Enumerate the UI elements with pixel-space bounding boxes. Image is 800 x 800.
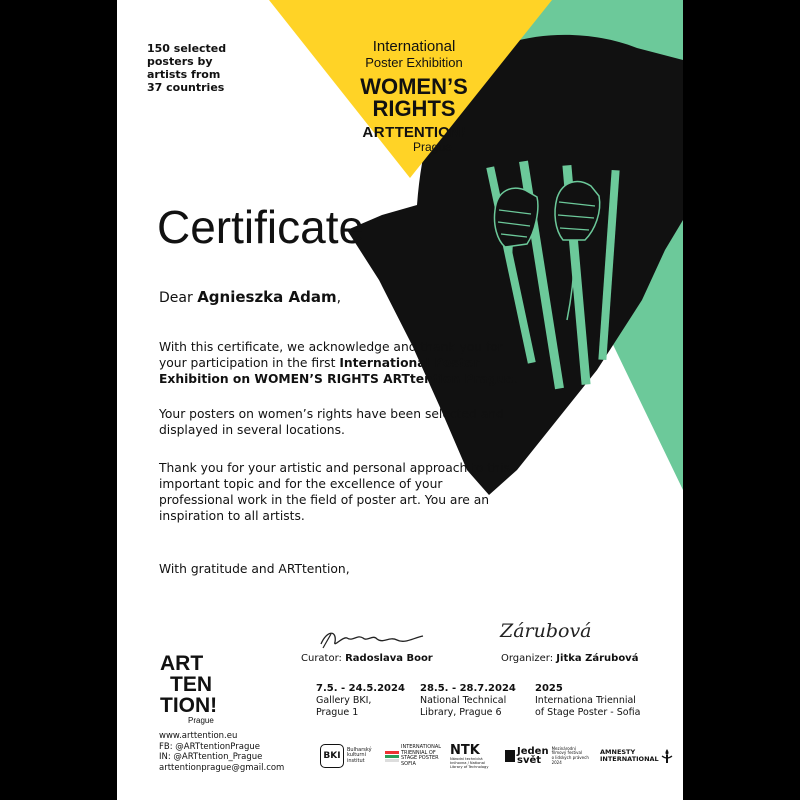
badge-city: Prague xyxy=(413,140,452,154)
event-venue: Library, Prague 6 xyxy=(420,707,502,718)
event-dates: 7.5. - 24.5.2024 xyxy=(316,683,405,694)
intro-text xyxy=(147,42,277,94)
event-venue: Internationa Triennial xyxy=(535,695,636,706)
bki-text-line: institut xyxy=(347,757,365,764)
event-ntk xyxy=(420,683,516,719)
logo-line: TEN xyxy=(170,673,212,696)
logo-line: ART xyxy=(160,652,204,675)
partner-jeden-svet xyxy=(505,741,589,771)
ntk-mark: NTK xyxy=(450,742,480,758)
triennial-text-line: INTERNATIONAL xyxy=(401,744,442,750)
event-venue: National Technical xyxy=(420,695,507,706)
partner-amnesty xyxy=(600,741,673,771)
ntk-text: Národní technická knihovna / National Library of Technology xyxy=(450,756,489,769)
partner-bki xyxy=(320,741,372,771)
bki-mark: BKI xyxy=(320,744,344,768)
triennial-text-line: SOFIA xyxy=(401,760,416,767)
greeting xyxy=(159,288,341,306)
intro-line: artists from xyxy=(147,68,221,81)
badge-line-2: Poster Exhibition xyxy=(365,55,463,70)
event-dates: 2025 xyxy=(535,683,563,694)
badge-logo-art: ART xyxy=(362,124,395,141)
facebook-link[interactable]: FB: @ARTtentionPrague xyxy=(159,741,261,752)
paragraph-1-bold: International Poster Exhibition on WOMEN’S RIGHTS ARTtention Prague xyxy=(159,356,514,386)
badge-logo xyxy=(349,124,479,141)
curator-label: Curator: xyxy=(301,653,342,664)
event-venue: Gallery BKI, xyxy=(316,695,372,706)
certificate-sheet xyxy=(117,0,683,800)
intro-line: posters by xyxy=(147,55,213,68)
triennial-text-line: TRIENNIAL OF xyxy=(401,749,436,756)
jeden-svet-wordmark xyxy=(517,747,549,765)
bki-text-line: Bulharský xyxy=(347,746,372,753)
paragraph-thanks: Thank you for your artistic and personal approach to this important topic and for the excellence of your professional work in the field of poster art. You are an inspiration to all artists. xyxy=(159,461,510,523)
greeting-suffix: , xyxy=(336,290,342,306)
jeden-text-line: o lidských právech xyxy=(551,755,589,760)
intro-line: 37 countries xyxy=(147,81,225,94)
paragraph-acknowledgement xyxy=(159,339,519,387)
jeden-text-line: 2024 xyxy=(551,759,562,765)
certificate-title: Certificate xyxy=(157,201,365,253)
logo-line: TION! xyxy=(160,694,218,717)
exhibition-badge xyxy=(349,38,479,154)
international-word: INTERNATIONAL xyxy=(600,755,659,763)
triennial-text xyxy=(401,745,441,767)
closing-line: With gratitude and ARTtention, xyxy=(159,562,350,576)
bki-text xyxy=(347,748,372,765)
paragraph-1-end: . xyxy=(513,372,518,386)
jeden-text-line: filmový festival xyxy=(551,750,583,756)
partner-triennial xyxy=(385,741,441,771)
svet-word: svět xyxy=(517,755,542,766)
badge-rights: RIGHTS xyxy=(372,96,456,121)
organizer-signature: Zárubová xyxy=(500,620,592,642)
organizer-name: Jitka Zárubová xyxy=(556,653,639,664)
badge-women: WOMEN’S xyxy=(360,74,468,99)
badge-logo-tention: TENTION! xyxy=(394,124,466,141)
event-venue: of Stage Poster - Sofia xyxy=(535,707,641,718)
intro-line: 150 selected xyxy=(147,42,227,55)
organizer-credit xyxy=(501,653,638,664)
contacts xyxy=(159,731,284,773)
curator-signature xyxy=(317,626,427,652)
event-sofia xyxy=(535,683,640,719)
instagram-link[interactable]: IN: @ARTtention_Prague xyxy=(159,752,263,762)
jeden-svet-icon xyxy=(505,750,515,762)
event-gallery-bki xyxy=(316,683,405,719)
logo-city: Prague xyxy=(188,716,214,725)
jeden-word: Jeden xyxy=(517,746,549,757)
website-link[interactable]: www.arttention.eu xyxy=(159,731,238,741)
greeting-prefix: Dear xyxy=(159,290,193,306)
bki-text-line: kulturní xyxy=(347,752,366,759)
triennial-flag-icon xyxy=(385,747,399,765)
badge-line-1: International xyxy=(372,38,456,55)
organizer-label: Organizer: xyxy=(501,653,554,664)
email-link[interactable]: arttentionprague@gmail.com xyxy=(159,762,285,773)
curator-name: Radoslava Boor xyxy=(345,653,433,664)
paragraph-selected: Your posters on women’s rights have been selected and displayed in several locations. xyxy=(159,407,504,437)
event-dates: 28.5. - 28.7.2024 xyxy=(420,683,516,694)
partner-ntk xyxy=(450,741,498,771)
jeden-text-line: Mezinárodní xyxy=(551,745,576,751)
jeden-svet-text xyxy=(552,747,589,765)
amnesty-wordmark xyxy=(600,749,659,763)
amnesty-word: AMNESTY xyxy=(600,748,636,756)
event-venue: Prague 1 xyxy=(316,707,359,718)
paragraph-1-text: With this certificate, we acknowledge and thank you for your participation in the first xyxy=(159,340,503,370)
candle-icon xyxy=(661,748,673,764)
recipient-name: Agnieszka Adam xyxy=(197,288,337,306)
arttention-logo xyxy=(160,653,217,726)
triennial-text-line: STAGE POSTER xyxy=(401,755,439,761)
curator-credit xyxy=(301,653,433,664)
